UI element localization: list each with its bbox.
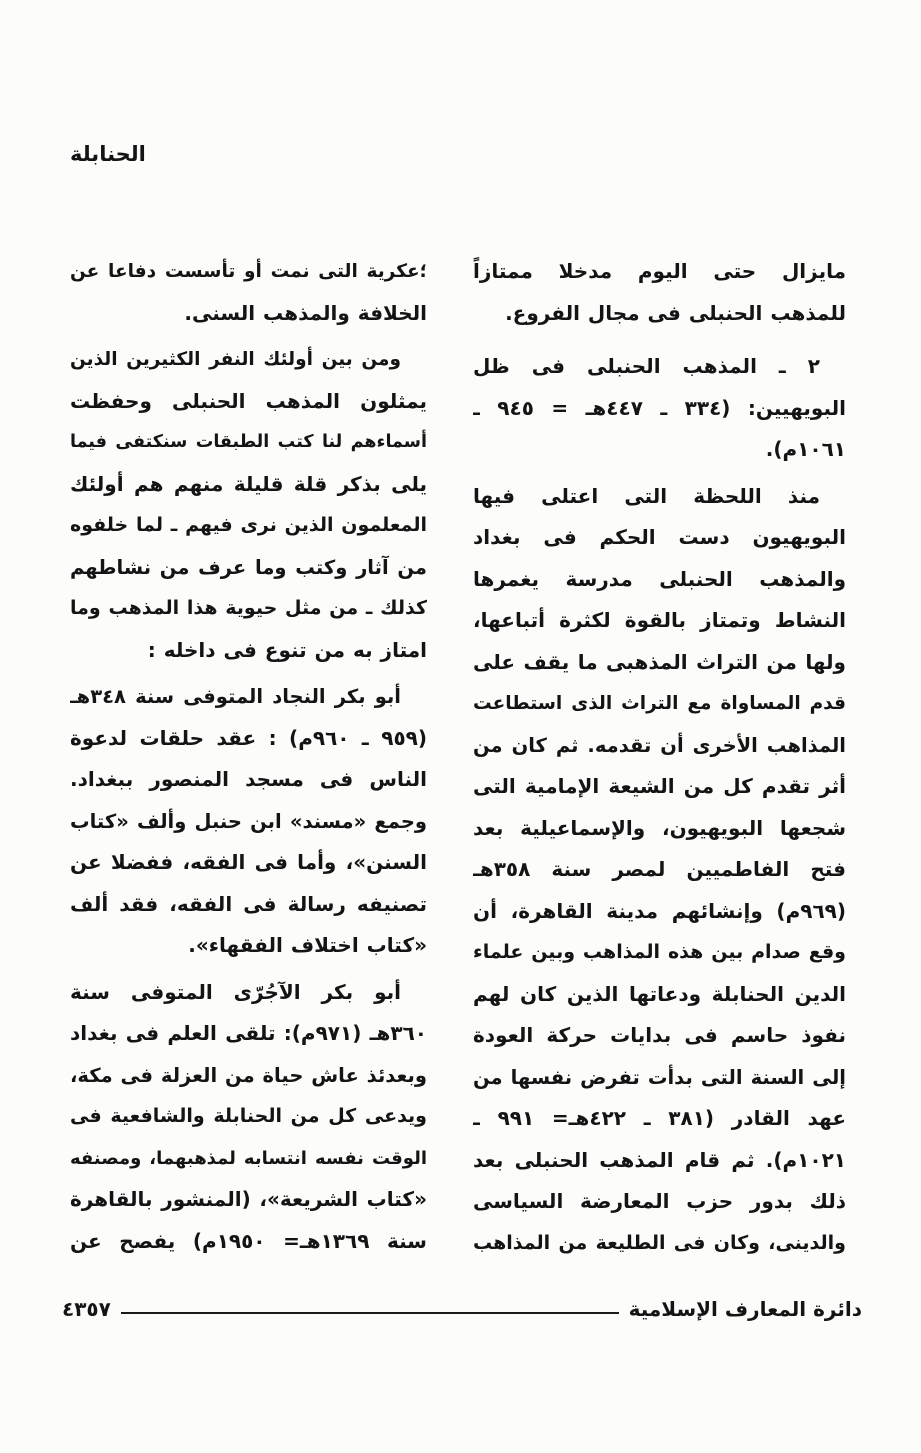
text-line: ولها من التراث المذهبى ما يقف على <box>473 649 846 674</box>
entry-abu-bakr-al-najjad <box>70 676 427 967</box>
text-line: البويهيون دست الحكم فى بغداد <box>473 525 846 549</box>
text-line: شجعها البويهيون، والإسماعيلية بعد <box>473 815 846 840</box>
text-line: عهد القادر (٣٨١ ـ ٤٢٢هـ= ٩٩١ ـ <box>473 1106 846 1130</box>
text-line: البويهيين: (٣٣٤ ـ ٤٤٧هـ = ٩٤٥ ـ <box>473 395 846 420</box>
text-line: النشاط وتمتاز بالقوة لكثرة أتباعها، <box>473 608 846 632</box>
running-title: الحنابلة <box>70 142 146 166</box>
text-line: «كتاب اختلاف الفقهاء». <box>188 933 427 957</box>
text-line: والدينى، وكان فى الطليعة من المذاهب <box>473 1231 846 1254</box>
left-column <box>70 251 427 1262</box>
text-line: يلى بذكر قلة قليلة منهم هم أولئك <box>70 471 427 496</box>
page-number: ٤٣٥٧ <box>62 1297 111 1321</box>
text-line: تصنيفه رسالة فى الفقه، فقد ألف <box>70 891 427 916</box>
right-column <box>473 251 846 1264</box>
text-line: (٩٥٩ ـ ٩٦٠م) : عقد حلقات لدعوة <box>70 725 427 750</box>
text-line: ؛عكرية التى نمت أو تأسست دفاعا عن <box>70 261 427 282</box>
text-line: الدين الحنابلة ودعاتها الذين كان لهم <box>473 981 846 1006</box>
footer-publication-title: دائرة المعارف الإسلامية <box>628 1297 862 1321</box>
text-line: سنة ١٣٦٩هـ= ١٩٥٠م) يفصح عن <box>70 1228 427 1253</box>
continued-paragraph <box>473 251 846 334</box>
text-line: الخلافة والمذهب السنى. <box>184 300 427 325</box>
text-line: الناس فى مسجد المنصور ببغداد. <box>70 767 427 791</box>
text-line: يمثلون المذهب الحنبلى وحفظت <box>70 388 427 413</box>
text-line: والمذهب الحنبلى مدرسة يغمرها <box>473 566 846 591</box>
text-line: إلى السنة التى بدأت تفرض نفسها من <box>473 1065 846 1089</box>
text-line: نفوذ حاسم فى بدايات حركة العودة <box>473 1023 846 1047</box>
text-line: أبو بكر النجاد المتوفى سنة ٣٤٨هـ <box>70 685 401 708</box>
text-line: ١٠٦١م). <box>765 437 846 461</box>
text-line: ومن بين أولئك النفر الكثيرين الذين <box>70 349 401 370</box>
text-line: منذ اللحظة التى اعتلى فيها <box>473 483 820 508</box>
text-line: كذلك ـ من مثل حيوية هذا المذهب وما <box>70 597 427 619</box>
text-line: ٢ ـ المذهب الحنبلى فى ظل <box>473 354 820 378</box>
text-line: مايزال حتى اليوم مدخلا ممتازاً <box>473 259 846 283</box>
text-line: ٣٦٠هـ (٩٧١م): تلقى العلم فى بغداد <box>70 1021 427 1045</box>
text-line: السنن»، وأما فى الفقه، ففضلا عن <box>70 850 427 874</box>
text-line: ١٠٢١م). ثم قام المذهب الحنبلى بعد <box>473 1147 846 1172</box>
text-line: للمذهب الحنبلى فى مجال الفروع. <box>505 300 846 325</box>
text-line: فتح الفاطميين لمصر سنة ٣٥٨هـ <box>473 857 846 881</box>
text-line: وجمع «مسند» ابن حنبل وألف «كتاب <box>70 809 427 833</box>
continued-paragraph <box>70 251 427 334</box>
text-line: امتاز به من تنوع فى داخله : <box>147 637 427 662</box>
paragraph <box>473 476 846 1265</box>
entry-abu-bakr-al-ajurri <box>70 972 427 1263</box>
text-line: «كتاب الشريعة»، (المنشور بالقاهرة <box>70 1187 427 1211</box>
text-line: الوقت نفسه انتسابه لمذهبهما، ومصنفه <box>70 1147 427 1169</box>
text-line: المعلمون الذين نرى فيهم ـ لما خلفوه <box>70 514 427 536</box>
text-line: ذلك بدور حزب المعارضة السياسى <box>473 1189 846 1213</box>
text-line: أثر تقدم كل من الشيعة الإمامية التى <box>473 774 846 798</box>
footer-rule <box>121 1312 619 1314</box>
text-line: وبعدئذ عاش حياة من العزلة فى مكة، <box>70 1063 427 1087</box>
paragraph <box>70 339 427 671</box>
page-footer <box>62 1292 862 1326</box>
text-line: ويدعى كل من الحنابلة والشافعية فى <box>70 1105 427 1127</box>
text-line: من آثار وكتب وما عرف من نشاطهم <box>70 555 427 579</box>
text-line: أسماءهم لنا كتب الطبقات سنكتفى فيما <box>70 432 427 452</box>
text-line: أبو بكر الآجُرّى المتوفى سنة <box>70 979 401 1004</box>
text-line: (٩٦٩م) وإنشائهم مدينة القاهرة، أن <box>473 898 846 923</box>
section-heading <box>473 346 846 471</box>
text-line: قدم المساواة مع التراث الذى استطاعت <box>473 693 846 714</box>
text-line: وقع صدام بين هذه المذاهب وبين علماء <box>473 941 846 963</box>
text-line: المذاهب الأخرى أن تقدمه. ثم كان من <box>473 733 846 757</box>
